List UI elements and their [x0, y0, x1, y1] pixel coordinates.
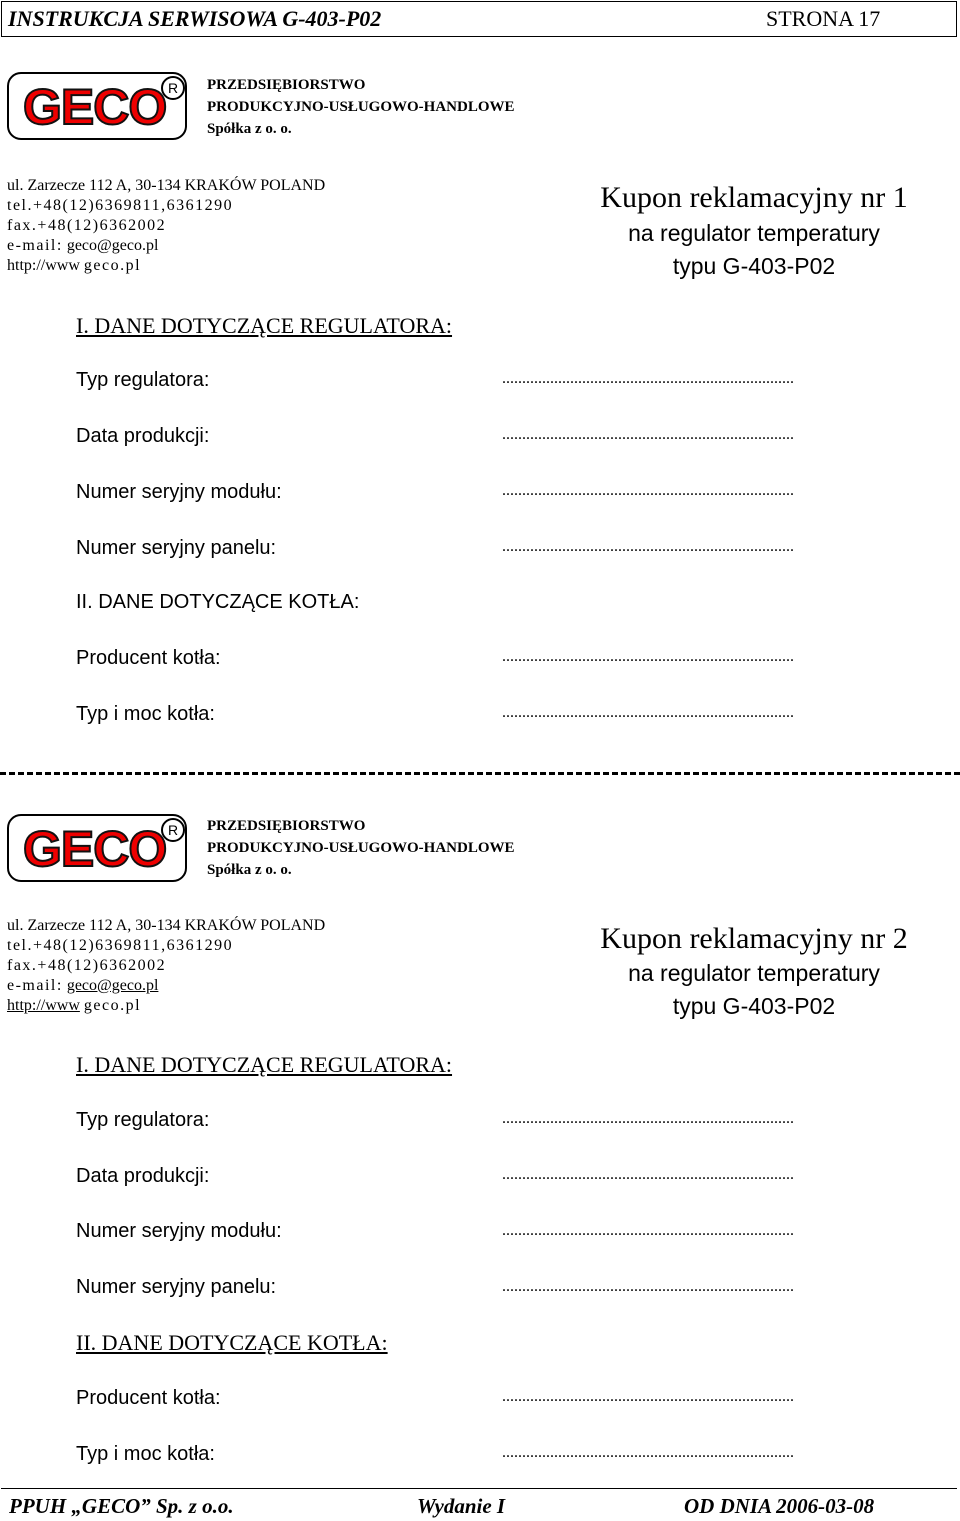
website-link[interactable]: geco.pl [83, 257, 142, 274]
field-label: Producent kotła: [76, 1387, 221, 1409]
section-regulator-heading: I. DANE DOTYCZĄCE REGULATORA: [76, 1052, 453, 1077]
field-input-line[interactable]: ......................................................................... [502, 1110, 794, 1127]
field-label: Typ i moc kotła: [76, 1443, 215, 1465]
page-footer [1, 1488, 957, 1521]
registered-icon: R [161, 76, 185, 100]
field-label: Numer seryjny panelu: [76, 1276, 277, 1298]
section-boiler-heading: II. DANE DOTYCZĄCE KOTŁA: [76, 591, 360, 613]
section-regulator-heading: I. DANE DOTYCZĄCE REGULATORA: [76, 313, 453, 338]
field-input-line[interactable]: ......................................................................... [502, 1388, 794, 1405]
coupon-subtitle: na regulator temperatury [628, 960, 880, 986]
field-input-line[interactable]: ......................................................................... [502, 426, 794, 443]
company-address: ul. Zarzecze 112 A, 30-134 KRAKÓW POLAND tel.+48(12)6369811,6361290 fax.+48(12)6362002 e-mail: geco@geco.pl http://www geco.pl [7, 177, 326, 274]
field-label: Typ regulatora: [76, 1109, 210, 1131]
field-label: Numer seryjny panelu: [76, 537, 277, 559]
field-input-line[interactable]: ......................................................................... [502, 648, 794, 665]
coupon-title: Kupon reklamacyjny nr 1 [600, 181, 908, 214]
cut-line [0, 772, 960, 775]
footer-company: PPUH „GECO” Sp. z o.o. [9, 1494, 234, 1518]
coupon-subtitle: na regulator temperatury [628, 220, 880, 246]
field-label: Data produkcji: [76, 1165, 210, 1187]
field-input-line[interactable]: ......................................................................... [502, 370, 794, 387]
footer-edition: Wydanie I [417, 1494, 506, 1518]
email-link[interactable]: geco@geco.pl [66, 237, 159, 254]
field-input-line[interactable]: ......................................................................... [502, 1222, 794, 1239]
field-label: Numer seryjny modułu: [76, 481, 282, 503]
logo-text: GECO [23, 821, 167, 877]
field-label: Typ i moc kotła: [76, 703, 215, 725]
company-name: PRZEDSIĘBIORSTWO PRODUKCYJNO-USŁUGOWO-HANDLOWE Spółka z o. o. [207, 818, 515, 878]
website-link[interactable]: geco.pl [83, 997, 142, 1014]
field-input-line[interactable]: ......................................................................... [502, 482, 794, 499]
geco-logo [7, 72, 187, 140]
company-name: PRZEDSIĘBIORSTWO PRODUKCYJNO-USŁUGOWO-HANDLOWE Spółka z o. o. [207, 77, 515, 137]
field-label: Numer seryjny modułu: [76, 1220, 282, 1242]
field-label: Typ regulatora: [76, 369, 210, 391]
geco-logo [7, 814, 187, 882]
field-input-line[interactable]: ......................................................................... [502, 1278, 794, 1295]
field-input-line[interactable]: ......................................................................... [502, 704, 794, 721]
coupon-model: typu G-403-P02 [672, 993, 836, 1019]
field-input-line[interactable]: ......................................................................... [502, 1166, 794, 1183]
field-label: Data produkcji: [76, 425, 210, 447]
section-boiler-heading: II. DANE DOTYCZĄCE KOTŁA: [76, 1330, 388, 1355]
email-link[interactable]: geco@geco.pl [66, 977, 159, 994]
registered-icon: R [161, 818, 185, 842]
footer-date: OD DNIA 2006-03-08 [684, 1494, 875, 1518]
page-number: STRONA 17 [766, 6, 881, 31]
company-address: ul. Zarzecze 112 A, 30-134 KRAKÓW POLAND tel.+48(12)6369811,6361290 fax.+48(12)6362002 e-mail: geco@geco.pl http://www geco.pl [7, 917, 326, 1014]
coupon-model: typu G-403-P02 [672, 253, 836, 279]
coupon-title: Kupon reklamacyjny nr 2 [600, 922, 908, 955]
field-label: Producent kotła: [76, 647, 221, 669]
logo-text: GECO [23, 79, 167, 135]
field-input-line[interactable]: ......................................................................... [502, 1444, 794, 1461]
document-title: INSTRUKCJA SERWISOWA G-403-P02 [8, 6, 382, 31]
field-input-line[interactable]: ......................................................................... [502, 538, 794, 555]
